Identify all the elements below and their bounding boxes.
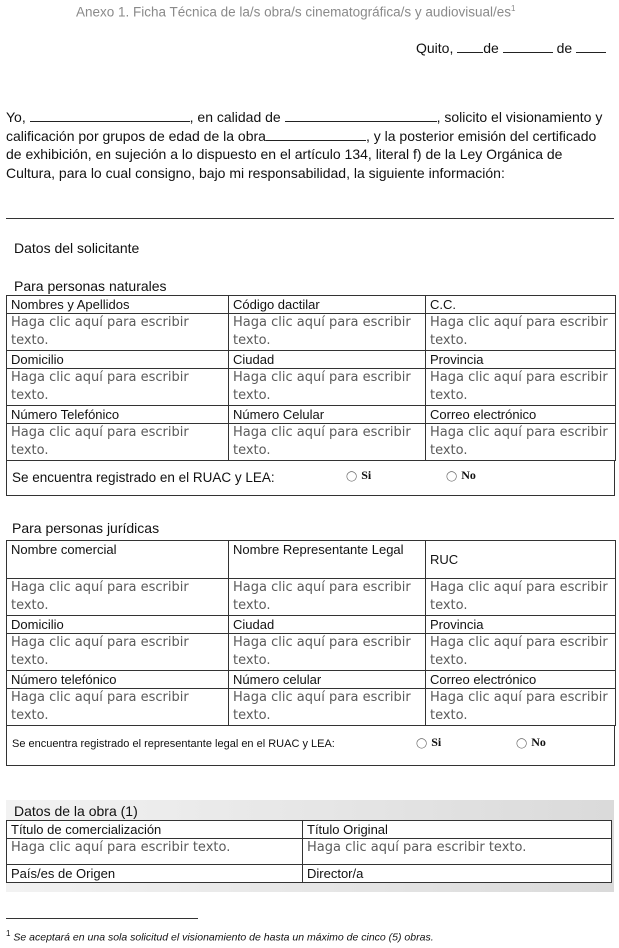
- table-row: [7, 839, 612, 865]
- radio-circle-icon: ◯: [446, 471, 458, 482]
- radio-no-label: No: [461, 468, 476, 482]
- label-titulo-comercializacion: Título de comercialización: [7, 821, 303, 839]
- label-director: Director/a: [303, 865, 612, 883]
- input-ciudad[interactable]: Haga clic aquí para escribir texto.: [229, 369, 426, 406]
- label-provincia: Provincia: [426, 351, 616, 369]
- name-blank[interactable]: [30, 109, 190, 122]
- table-row: [7, 616, 616, 634]
- section-title-obra: Datos de la obra (1): [14, 803, 138, 819]
- de-label-1: de: [483, 40, 499, 56]
- radio-circle-icon: ◯: [416, 738, 428, 749]
- registro-label-naturales: Se encuentra registrado en el RUAC y LEA:: [12, 470, 275, 485]
- input-telefono[interactable]: Haga clic aquí para escribir texto.: [7, 424, 229, 461]
- section-title-juridicas: Para personas jurídicas: [12, 520, 160, 536]
- label-telefono: Número Telefónico: [7, 406, 229, 424]
- intro-calidad: , en calidad de: [189, 109, 281, 125]
- input-ciudad-j[interactable]: Haga clic aquí para escribir texto.: [229, 634, 426, 671]
- footnote-text: Se aceptará en una sola solicitud el visionamiento de hasta un máximo de cinco (5) obras.: [13, 931, 434, 944]
- intro-yo: Yo,: [6, 109, 26, 125]
- label-ciudad-j: Ciudad: [229, 616, 426, 634]
- input-titulo-original[interactable]: Haga clic aquí para escribir texto.: [303, 839, 612, 865]
- table-row: [7, 296, 616, 314]
- label-domicilio: Domicilio: [7, 351, 229, 369]
- day-blank[interactable]: [457, 40, 483, 53]
- table-row: [7, 689, 616, 726]
- separator-line: [6, 218, 614, 219]
- input-cc[interactable]: Haga clic aquí para escribir texto.: [426, 314, 616, 351]
- input-titulo-comercializacion[interactable]: Haga clic aquí para escribir texto.: [7, 839, 303, 865]
- radio-circle-icon: ◯: [346, 471, 358, 482]
- table-row: [7, 865, 612, 883]
- footnote-number: 1: [6, 929, 11, 938]
- input-domicilio-j[interactable]: Haga clic aquí para escribir texto.: [7, 634, 229, 671]
- natural-person-table: [6, 295, 616, 461]
- work-blank[interactable]: [266, 128, 366, 141]
- table-row: [7, 314, 616, 351]
- de-label-2: de: [556, 40, 573, 56]
- label-celular: Número Celular: [229, 406, 426, 424]
- label-representante-legal: Nombre Representante Legal: [229, 541, 426, 579]
- radio-si-naturales[interactable]: [346, 468, 371, 483]
- table-row: [7, 424, 616, 461]
- table-row: [7, 579, 616, 616]
- intro-rest: , y la posterior emisión del certificado de exhibición, en sujeción a lo dispuesto en el artículo 134, literal f) de la Ley Orgánica de Cultura, para lo cual consigno, bajo mi responsabilidad, la siguiente información:: [6, 127, 597, 181]
- input-ruc[interactable]: Haga clic aquí para escribir texto.: [426, 579, 616, 616]
- input-telefono-j[interactable]: Haga clic aquí para escribir texto.: [7, 689, 229, 726]
- footnote-ref: 1: [510, 4, 516, 13]
- label-cc: C.C.: [426, 296, 616, 314]
- input-correo[interactable]: Haga clic aquí para escribir texto.: [426, 424, 616, 461]
- date-line: [416, 40, 606, 56]
- input-provincia-j[interactable]: Haga clic aquí para escribir texto.: [426, 634, 616, 671]
- table-row: [7, 369, 616, 406]
- radio-circle-icon: ◯: [516, 738, 528, 749]
- table-row: [7, 671, 616, 689]
- table-row: [7, 351, 616, 369]
- capacity-blank[interactable]: [285, 109, 437, 122]
- input-codigo-dactilar[interactable]: Haga clic aquí para escribir texto.: [229, 314, 426, 351]
- intro-solicito: , solicito el visionamiento y calificación por grupos de edad de la obra: [6, 109, 603, 144]
- work-table: [6, 820, 612, 883]
- label-correo-j: Correo electrónico: [426, 671, 616, 689]
- table-row: [7, 406, 616, 424]
- input-domicilio[interactable]: Haga clic aquí para escribir texto.: [7, 369, 229, 406]
- label-nombres: Nombres y Apellidos: [7, 296, 229, 314]
- year-blank[interactable]: [576, 40, 606, 53]
- document-title-text: Anexo 1. Ficha Técnica de la/s obra/s cinematográfica/s y audiovisual/es: [76, 4, 511, 20]
- label-pais-origen: País/es de Origen: [7, 865, 303, 883]
- label-nombre-comercial: Nombre comercial: [7, 541, 229, 579]
- label-correo: Correo electrónico: [426, 406, 616, 424]
- label-domicilio-j: Domicilio: [7, 616, 229, 634]
- radio-no-naturales[interactable]: [446, 468, 476, 483]
- input-nombres[interactable]: Haga clic aquí para escribir texto.: [7, 314, 229, 351]
- label-provincia-j: Provincia: [426, 616, 616, 634]
- radio-si-label: Si: [361, 468, 372, 482]
- registro-label-juridicas: Se encuentra registrado el representante legal en el RUAC y LEA:: [12, 738, 335, 750]
- input-provincia[interactable]: Haga clic aquí para escribir texto.: [426, 369, 616, 406]
- footnote: [6, 929, 434, 944]
- label-ciudad: Ciudad: [229, 351, 426, 369]
- table-row: [7, 634, 616, 671]
- label-titulo-original: Título Original: [303, 821, 612, 839]
- section-title-naturales: Para personas naturales: [14, 278, 167, 294]
- radio-si-juridicas[interactable]: [416, 735, 441, 750]
- footnote-separator: [6, 918, 198, 919]
- input-celular-j[interactable]: Haga clic aquí para escribir texto.: [229, 689, 426, 726]
- input-celular[interactable]: Haga clic aquí para escribir texto.: [229, 424, 426, 461]
- label-celular-j: Número celular: [229, 671, 426, 689]
- radio-no-label: No: [531, 735, 546, 749]
- input-representante-legal[interactable]: Haga clic aquí para escribir texto.: [229, 579, 426, 616]
- table-row: [7, 821, 612, 839]
- label-ruc: RUC: [426, 541, 616, 579]
- radio-si-label: Si: [431, 735, 442, 749]
- input-nombre-comercial[interactable]: Haga clic aquí para escribir texto.: [7, 579, 229, 616]
- section-title-solicitante: Datos del solicitante: [14, 240, 140, 256]
- city-label: Quito,: [416, 40, 454, 56]
- legal-person-table: [6, 540, 616, 726]
- month-blank[interactable]: [503, 40, 553, 53]
- document-title: [76, 4, 515, 20]
- radio-no-juridicas[interactable]: [516, 735, 546, 750]
- intro-paragraph: [6, 108, 610, 182]
- table-row: [7, 541, 616, 579]
- label-codigo-dactilar: Código dactilar: [229, 296, 426, 314]
- label-telefono-j: Número telefónico: [7, 671, 229, 689]
- input-correo-j[interactable]: Haga clic aquí para escribir texto.: [426, 689, 616, 726]
